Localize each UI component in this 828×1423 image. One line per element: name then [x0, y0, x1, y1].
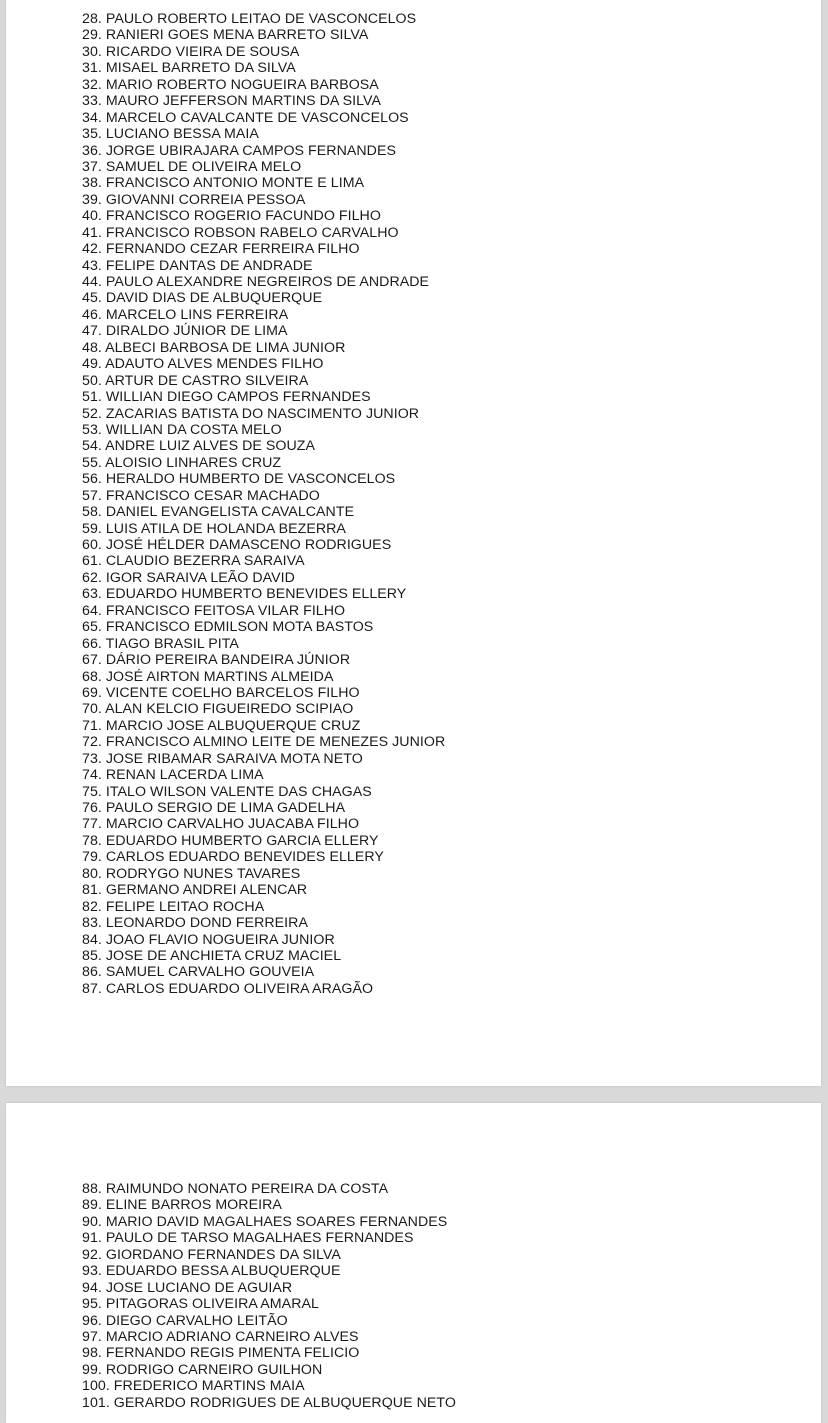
list-item: 80. RODRYGO NUNES TAVARES [82, 865, 301, 882]
list-item: 29. RANIERI GOES MENA BARRETO SILVA [82, 27, 369, 44]
name-list [82, 11, 445, 997]
list-item: 59. LUIS ATILA DE HOLANDA BEZERRA [82, 520, 346, 537]
document-page-2 [6, 1103, 821, 1423]
list-item: 57. FRANCISCO CESAR MACHADO [82, 487, 320, 504]
list-item: 42. FERNANDO CEZAR FERREIRA FILHO [82, 241, 360, 258]
list-item: 64. FRANCISCO FEITOSA VILAR FILHO [82, 602, 346, 619]
list-item: 94. JOSE LUCIANO DE AGUIAR [82, 1279, 293, 1296]
list-item: 76. PAULO SERGIO DE LIMA GADELHA [82, 800, 346, 816]
list-item: 67. DÁRIO PEREIRA BANDEIRA JÚNIOR [82, 652, 351, 669]
list-item: 63. EDUARDO HUMBERTO BENEVIDES ELLERY [82, 586, 407, 603]
document-page-1 [6, 0, 821, 1086]
list-item: 62. IGOR SARAIVA LEÃO DAVID [82, 569, 295, 586]
list-item: 35. LUCIANO BESSA MAIA [82, 126, 259, 143]
list-item: 34. MARCELO CAVALCANTE DE VASCONCELOS [82, 109, 409, 126]
list-item: 72. FRANCISCO ALMINO LEITE DE MENEZES JUNIOR [82, 734, 446, 751]
list-item: 30. RICARDO VIEIRA DE SOUSA [82, 43, 300, 60]
list-item: 89. ELINE BARROS MOREIRA [82, 1197, 282, 1214]
list-item: 78. EDUARDO HUMBERTO GARCIA ELLERY [82, 832, 379, 849]
list-item: 54. ANDRE LUIZ ALVES DE SOUZA [82, 438, 315, 455]
list-item: 82. FELIPE LEITAO ROCHA [82, 898, 265, 915]
list-item: 96. DIEGO CARVALHO LEITÃO [82, 1312, 288, 1329]
list-item: 97. MARCIO ADRIANO CARNEIRO ALVES [82, 1328, 359, 1345]
list-item: 49. ADAUTO ALVES MENDES FILHO [82, 356, 324, 373]
list-item: 68. JOSÉ AIRTON MARTINS ALMEIDA [82, 668, 334, 685]
list-item: 88. RAIMUNDO NONATO PEREIRA DA COSTA [82, 1181, 389, 1197]
list-item: 39. GIOVANNI CORREIA PESSOA [82, 191, 306, 208]
list-item: 90. MARIO DAVID MAGALHAES SOARES FERNANDES [82, 1213, 448, 1230]
list-item: 32. MARIO ROBERTO NOGUEIRA BARBOSA [82, 76, 379, 93]
list-item: 37. SAMUEL DE OLIVEIRA MELO [82, 158, 302, 175]
list-item: 87. CARLOS EDUARDO OLIVEIRA ARAGÃO [82, 980, 374, 997]
list-item: 45. DAVID DIAS DE ALBUQUERQUE [82, 290, 323, 307]
list-item: 31. MISAEL BARRETO DA SILVA [82, 60, 296, 77]
list-item: 81. GERMANO ANDREI ALENCAR [82, 882, 308, 899]
list-item: 98. FERNANDO REGIS PIMENTA FELICIO [82, 1345, 360, 1362]
list-item: 41. FRANCISCO ROBSON RABELO CARVALHO [82, 224, 399, 241]
list-item: 91. PAULO DE TARSO MAGALHAES FERNANDES [82, 1230, 414, 1247]
list-item: 47. DIRALDO JÚNIOR DE LIMA [82, 323, 288, 340]
list-item: 69. VICENTE COELHO BARCELOS FILHO [82, 684, 360, 701]
list-item: 79. CARLOS EDUARDO BENEVIDES ELLERY [82, 849, 384, 866]
list-item: 93. EDUARDO BESSA ALBUQUERQUE [82, 1263, 341, 1280]
list-item: 75. ITALO WILSON VALENTE DAS CHAGAS [82, 783, 372, 800]
list-item: 55. ALOISIO LINHARES CRUZ [82, 454, 282, 471]
list-item: 70. ALAN KELCIO FIGUEIREDO SCIPIAO [82, 701, 354, 718]
list-item: 33. MAURO JEFFERSON MARTINS DA SILVA [82, 93, 382, 110]
list-item: 51. WILLIAN DIEGO CAMPOS FERNANDES [82, 389, 371, 406]
list-item: 71. MARCIO JOSE ALBUQUERQUE CRUZ [82, 717, 361, 734]
list-item: 50. ARTUR DE CASTRO SILVEIRA [82, 372, 309, 389]
list-item: 48. ALBECI BARBOSA DE LIMA JUNIOR [82, 339, 346, 356]
list-item: 61. CLAUDIO BEZERRA SARAIVA [82, 553, 305, 570]
list-item: 43. FELIPE DANTAS DE ANDRADE [82, 257, 313, 274]
list-item: 28. PAULO ROBERTO LEITAO DE VASCONCELOS [82, 11, 417, 27]
list-item: 95. PITAGORAS OLIVEIRA AMARAL [82, 1296, 319, 1313]
list-item: 99. RODRIGO CARNEIRO GUILHON [82, 1361, 323, 1378]
list-item: 73. JOSE RIBAMAR SARAIVA MOTA NETO [82, 750, 363, 767]
list-item: 56. HERALDO HUMBERTO DE VASCONCELOS [82, 471, 396, 488]
list-item: 92. GIORDANO FERNANDES DA SILVA [82, 1246, 341, 1263]
list-item: 53. WILLIAN DA COSTA MELO [82, 421, 282, 438]
list-item: 83. LEONARDO DOND FERREIRA [82, 915, 308, 932]
list-item: 36. JORGE UBIRAJARA CAMPOS FERNANDES [82, 142, 396, 159]
list-item: 74. RENAN LACERDA LIMA [82, 767, 264, 784]
list-item: 60. JOSÉ HÉLDER DAMASCENO RODRIGUES [82, 537, 392, 553]
list-item: 84. JOAO FLAVIO NOGUEIRA JUNIOR [82, 931, 335, 948]
list-item: 100. FREDERICO MARTINS MAIA [82, 1378, 305, 1395]
list-item: 40. FRANCISCO ROGERIO FACUNDO FILHO [82, 208, 381, 225]
list-item: 85. JOSE DE ANCHIETA CRUZ MACIEL [82, 947, 342, 964]
list-item: 44. PAULO ALEXANDRE NEGREIROS DE ANDRADE [82, 274, 430, 290]
list-item: 65. FRANCISCO EDMILSON MOTA BASTOS [82, 619, 374, 636]
list-item: 77. MARCIO CARVALHO JUACABA FILHO [82, 816, 360, 833]
list-item: 66. TIAGO BRASIL PITA [82, 635, 239, 652]
name-list [82, 1181, 456, 1411]
list-item: 52. ZACARIAS BATISTA DO NASCIMENTO JUNIOR [82, 405, 420, 422]
list-item: 101. GERARDO RODRIGUES DE ALBUQUERQUE NETO [82, 1394, 456, 1411]
list-item: 46. MARCELO LINS FERREIRA [82, 306, 289, 323]
list-item: 86. SAMUEL CARVALHO GOUVEIA [82, 964, 315, 981]
list-item: 58. DANIEL EVANGELISTA CAVALCANTE [82, 504, 355, 521]
list-item: 38. FRANCISCO ANTONIO MONTE E LIMA [82, 175, 365, 192]
